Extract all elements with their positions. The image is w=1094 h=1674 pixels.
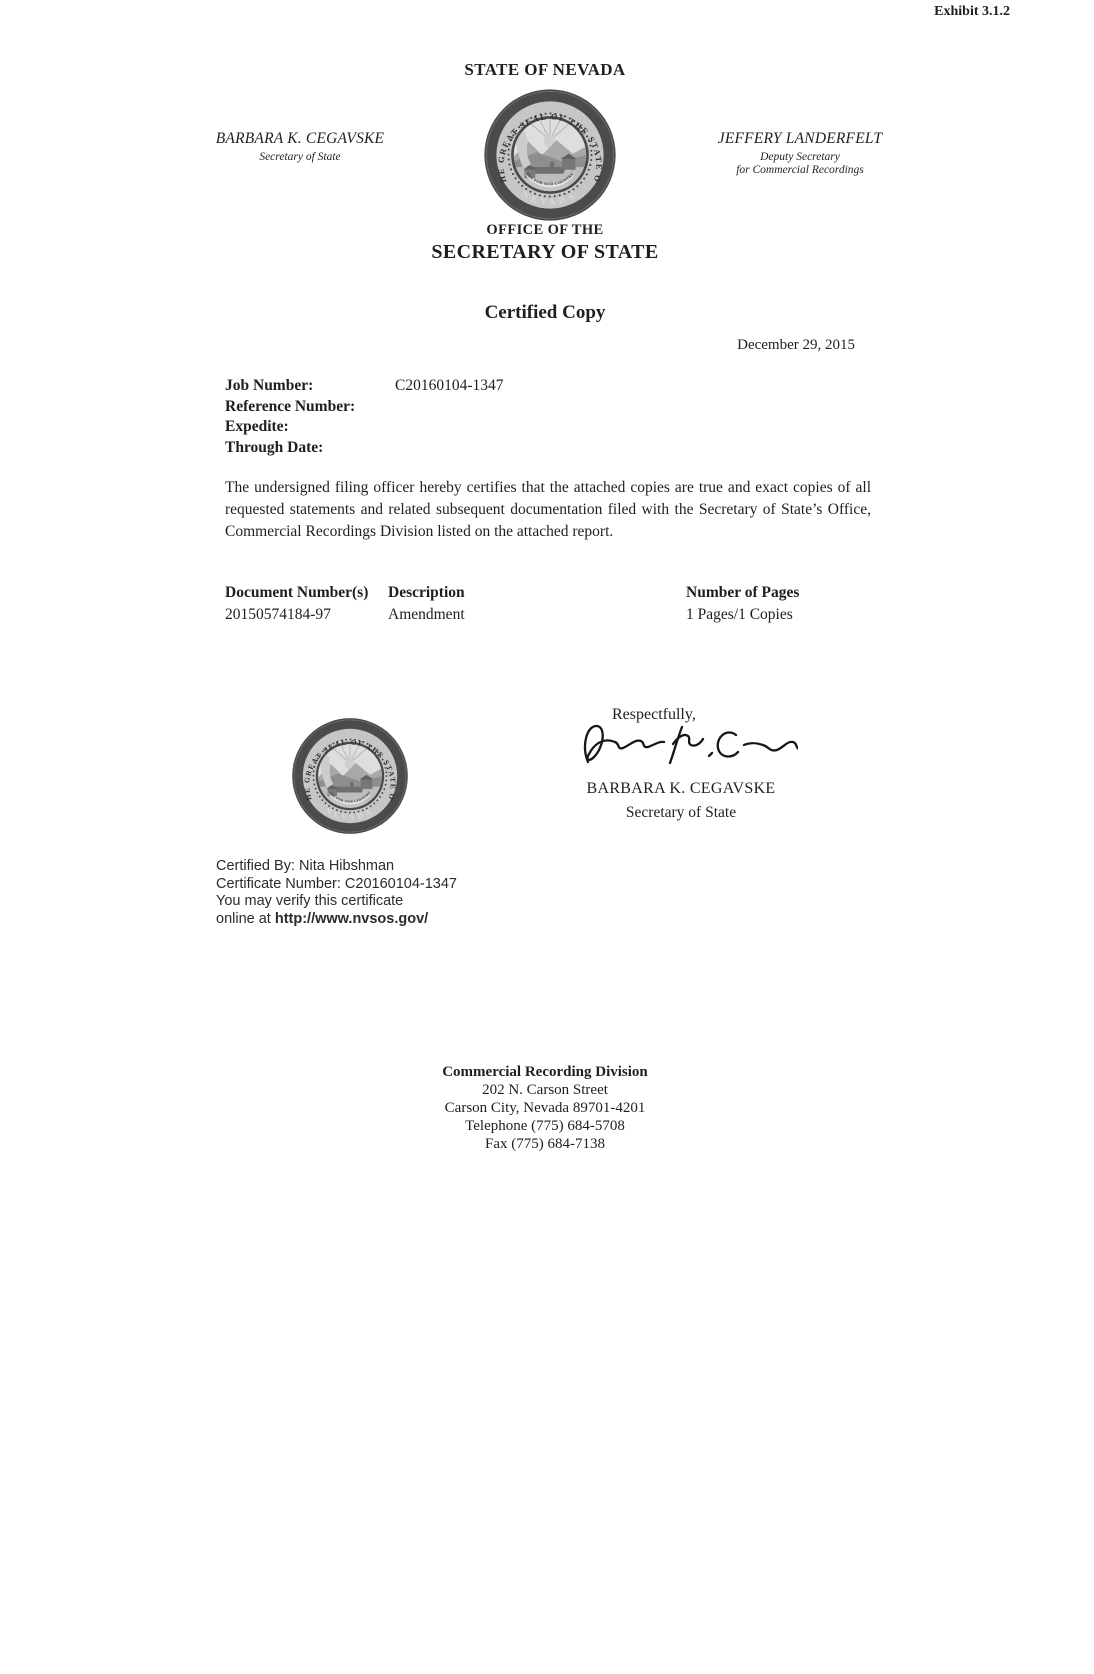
field-through-date	[225, 438, 504, 459]
verify-url-line	[216, 911, 457, 929]
col-header-number-of-pages: Number of Pages	[686, 584, 800, 601]
nevada-state-seal-stamp	[291, 709, 409, 843]
cell-document-number: 20150574184-97	[225, 606, 331, 623]
deputy-title-line1: Deputy Secretary	[760, 151, 840, 163]
nevada-state-seal	[480, 88, 620, 222]
verify-url-prefix: online at	[216, 910, 275, 927]
field-value: C20160104-1347	[395, 377, 504, 394]
state-title: STATE OF NEVADA	[464, 60, 626, 79]
left-official-block	[170, 130, 430, 164]
verification-url: http://www.nvsos.gov/	[274, 910, 429, 927]
field-label: Through Date:	[225, 438, 324, 456]
cell-number-of-pages: 1 Pages/1 Copies	[686, 606, 793, 623]
signatory-title: Secretary of State	[625, 804, 737, 821]
verify-line: You may verify this certificate	[216, 893, 404, 909]
secretary-title: Secretary of State	[259, 151, 341, 163]
job-fields	[225, 376, 504, 458]
footer-street: 202 N. Carson Street	[482, 1082, 608, 1098]
col-header-document-numbers: Document Number(s)	[225, 584, 369, 601]
field-reference-number	[225, 397, 504, 418]
secretary-name: BARBARA K. CEGAVSKE	[215, 130, 385, 147]
handwritten-signature	[578, 716, 798, 772]
col-header-description: Description	[388, 584, 465, 601]
office-line1: OFFICE OF THE	[486, 222, 604, 238]
signatory-name: BARBARA K. CEGAVSKE	[586, 780, 776, 797]
field-label: Reference Number:	[225, 397, 356, 415]
office-block	[0, 222, 1090, 264]
document-title: Certified Copy	[484, 302, 606, 323]
document-date: December 29, 2015	[737, 337, 855, 353]
field-label: Expedite:	[225, 418, 289, 435]
footer-fax: Fax (775) 684-7138	[485, 1136, 605, 1152]
field-job-number	[225, 376, 504, 397]
office-line2: SECRETARY OF STATE	[431, 241, 659, 263]
field-label: Job Number:	[225, 377, 314, 394]
deputy-name: JEFFERY LANDERFELT	[717, 130, 883, 147]
footer-address-block	[0, 1063, 1090, 1153]
footer-city: Carson City, Nevada 89701-4201	[444, 1100, 646, 1116]
certified-by-line: Certified By: Nita Hibshman	[216, 858, 395, 874]
field-expedite	[225, 417, 504, 438]
certificate-number-line: Certificate Number: C20160104-1347	[216, 875, 457, 892]
signature-salutation: Respectfully,	[612, 706, 696, 723]
exhibit-label: Exhibit 3.1.2	[934, 4, 1010, 19]
footer-division: Commercial Recording Division	[442, 1064, 648, 1080]
cell-description: Amendment	[388, 606, 465, 623]
verification-block	[216, 858, 457, 928]
certification-paragraph: The undersigned filing officer hereby certifies that the attached copies are true and exact copies of all requested statements and related subsequent documentation filed with the Secretary of State’s Office, Commercial Recordings Division listed on the attached report.	[225, 479, 871, 540]
deputy-title-line2: for Commercial Recordings	[736, 164, 864, 176]
right-official-block	[670, 130, 930, 177]
footer-phone: Telephone (775) 684-5708	[465, 1118, 625, 1134]
